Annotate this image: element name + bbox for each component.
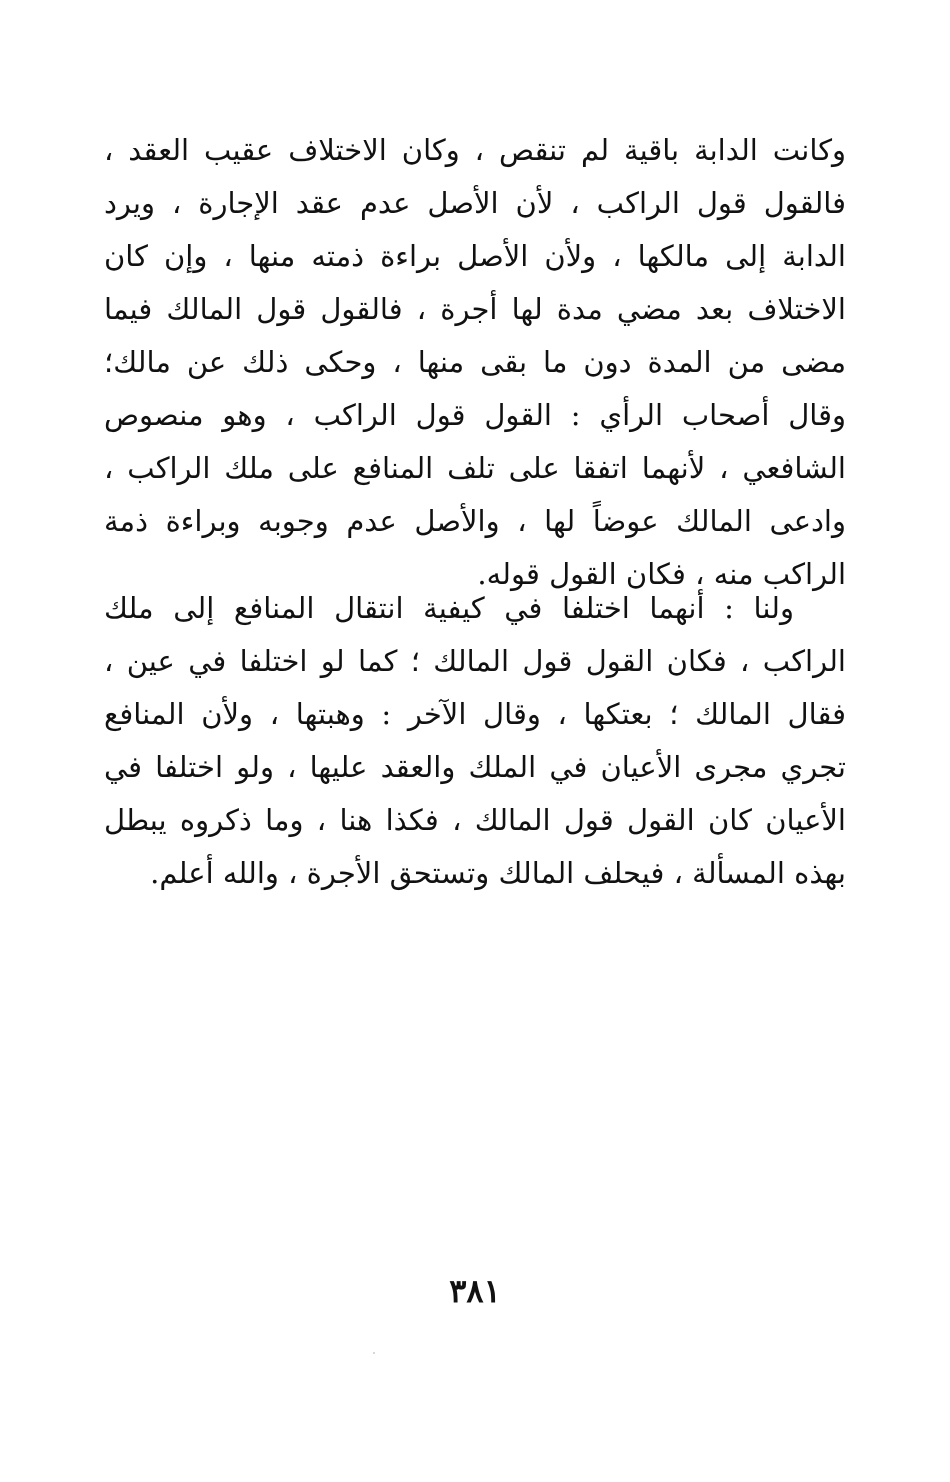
text-line: وادعى المالك عوضاً لها ، والأصل عدم وجوبه وبراءة ذمة	[104, 504, 846, 538]
text-line: فالقول قول الراكب ، لأن الأصل عدم عقد الإجارة ، ويرد	[104, 186, 846, 220]
text-line: ولنا : أنهما اختلفا في كيفية انتقال المنافع إلى ملك	[104, 591, 794, 625]
paragraph-2	[104, 582, 846, 900]
text-line: الراكب منه ، فكان القول قوله.	[477, 557, 846, 591]
text-line: فقال المالك ؛ بعتكها ، وقال الآخر : وهبتها ، ولأن المنافع	[104, 697, 846, 731]
text-line: الاختلاف بعد مضي مدة لها أجرة ، فالقول قول المالك فيما	[104, 292, 846, 326]
text-line: الشافعي ، لأنهما اتفقا على تلف المنافع على ملك الراكب ،	[104, 451, 846, 485]
text-line: تجري مجرى الأعيان في الملك والعقد عليها ، ولو اختلفا في	[104, 750, 846, 784]
text-line: مضى من المدة دون ما بقى منها ، وحكى ذلك عن مالك؛	[104, 345, 846, 379]
paragraph-1	[104, 124, 846, 601]
text-line: الراكب ، فكان القول قول المالك ؛ كما لو اختلفا في عين ،	[104, 644, 846, 678]
text-line: وقال أصحاب الرأي : القول قول الراكب ، وهو منصوص	[104, 398, 846, 432]
text-line: الدابة إلى مالكها ، ولأن الأصل براءة ذمته منها ، وإن كان	[104, 239, 846, 273]
text-line: الأعيان كان القول قول المالك ، فكذا هنا ، وما ذكروه يبطل	[104, 803, 846, 837]
page-number: ٣٨١	[449, 1272, 501, 1310]
scan-speck	[373, 1352, 375, 1354]
text-line: بهذه المسألة ، فيحلف المالك وتستحق الأجرة ، والله أعلم.	[150, 856, 846, 890]
text-line: وكانت الدابة باقية لم تنقص ، وكان الاختلاف عقيب العقد ،	[104, 133, 846, 167]
